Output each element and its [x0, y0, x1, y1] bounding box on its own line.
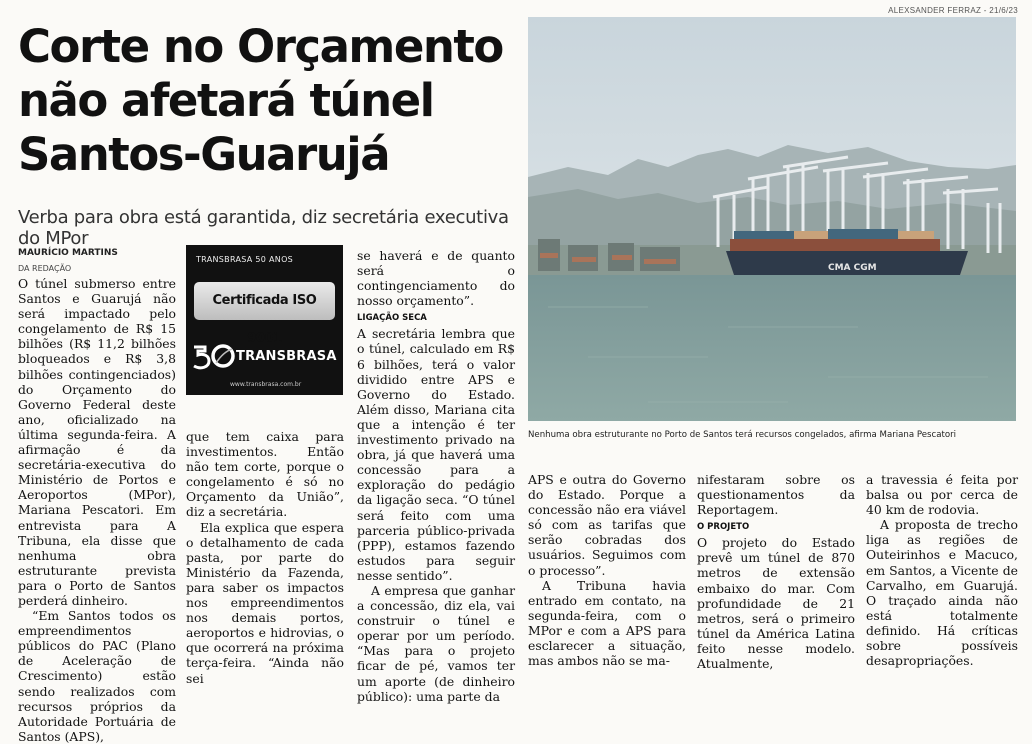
- paragraph: “Em Santos todos os empreendimentos públicos do PAC (Plano de Aceleração de Crescimento) estão sendo realizados com recursos próprios da Autoridade Portuária de Santos (APS),: [18, 608, 176, 744]
- paragraph: A proposta de trecho liga as regiões de Outeirinhos e Macuco, em Santos, a Vicente de Carvalho, em Guarujá. O traçado ainda não está totalmente definido. Há críticas sobre possíveis desapropriações.: [866, 517, 1018, 669]
- headline-line-2: não afetará túnel: [18, 74, 434, 127]
- byline: MAURÍCIO MARTINS: [18, 248, 118, 258]
- paragraph: APS e outra do Governo do Estado. Porque a concessão não era viável só com as tarifas que serão cobradas dos usuários. Seguimos com o processo”.: [528, 472, 686, 578]
- newsroom-label: DA REDAÇÃO: [18, 264, 72, 273]
- ad-brand-name: TRANSBRASA: [236, 349, 337, 364]
- paragraph: O túnel submerso entre Santos e Guarujá não será impactado pelo congelamento de R$ 15 bilhões (R$ 11,2 bilhões bloqueados e R$ 3,8 bilhões contingenciados) do Orçamento do Governo Federal deste ano, oficializado na última segunda-feira. A afirmação é da secretária-executiva do Ministério de Portos e Aeroportos (MPor), Mariana Pescatori. Em entrevista para A Tribuna, ela disse que nenhuma obra estruturante prevista para o Porto de Santos perderá dinheiro.: [18, 276, 176, 608]
- photo-caption: Nenhuma obra estruturante no Porto de Santos terá recursos congelados, afirma Mariana Pescatori: [528, 430, 957, 440]
- advertisement[interactable]: [186, 245, 343, 395]
- article-column-3: [357, 248, 515, 704]
- headline-line-1: Corte no Orçamento: [18, 20, 503, 73]
- paragraph: se haverá e de quanto será o contingenciamento do nosso orçamento”.: [357, 248, 515, 309]
- paragraph: que tem caixa para investimentos. Então não tem corte, porque o congelamento é só no Orçamento da União”, diz a secretária.: [186, 429, 344, 520]
- paragraph: nifestaram sobre os questionamentos da Reportagem.: [697, 472, 855, 518]
- paragraph: A Tribuna havia entrado em contato, na segunda-feira, com o MPor e com a APS para esclarecer a situação, mas ambos não se ma-: [528, 577, 686, 669]
- ad-certification-badge: Certificada ISO 9001: [194, 282, 335, 320]
- section-heading: LIGAÇÃO SECA: [357, 313, 427, 324]
- ad-url: www.transbrasa.com.br: [230, 381, 302, 388]
- article-column-6: [866, 472, 1018, 668]
- port-photo: [528, 17, 1016, 421]
- article-column-5: [697, 472, 855, 671]
- paragraph: A secretária lembra que o túnel, calculado em R$ 6 bilhões, terá o valor dividido entre APS e Governo do Estado. Além disso, Mariana cita que a intenção é ter investimento privado na obra, já que haverá uma concessão para a exploração do pedágio da ligação seca. “O túnel será feito com uma parceria público-privada (PPP), estamos fazendo estudos para seguir nesse sentido”.: [357, 326, 515, 583]
- ship-label: CMA CGM: [828, 263, 877, 273]
- article-column-1: [18, 276, 176, 744]
- ad-title: TRANSBRASA 50 ANOS: [196, 255, 294, 264]
- fifty-years-logo-icon: [192, 341, 236, 371]
- paragraph: O projeto do Estado prevê um túnel de 870 metros de extensão embaixo do mar. Com profundidade de 21 metros, será o primeiro túnel da América Latina feito nesse modelo. Atualmente,: [697, 535, 855, 672]
- paragraph: A empresa que ganhar a concessão, diz ela, vai construir o túnel e operar por um período. “Mas para o projeto ficar de pé, vamos ter um aporte (de dinheiro público): uma parte da: [357, 582, 515, 704]
- section-heading: O PROJETO: [697, 522, 750, 533]
- paragraph: a travessia é feita por balsa ou por cerca de 40 km de rodovia.: [866, 472, 1018, 518]
- headline-line-3: Santos-Guarujá: [18, 128, 390, 181]
- article-column-2: [186, 429, 344, 686]
- paragraph: Ela explica que espera o detalhamento de cada pasta, por parte do Ministério da Fazenda, para saber os impactos nos empreendimentos nos demais portos, aeroportos e hidrovias, o que ocorrerá na próxima terça-feira. “Ainda não sei: [186, 519, 344, 686]
- subheadline: Verba para obra está garantida, diz secretária executiva do MPor: [18, 207, 509, 249]
- photo-credit: ALEXSANDER FERRAZ - 21/6/23: [888, 6, 1018, 15]
- article-column-4: [528, 472, 686, 668]
- headline: [18, 20, 518, 182]
